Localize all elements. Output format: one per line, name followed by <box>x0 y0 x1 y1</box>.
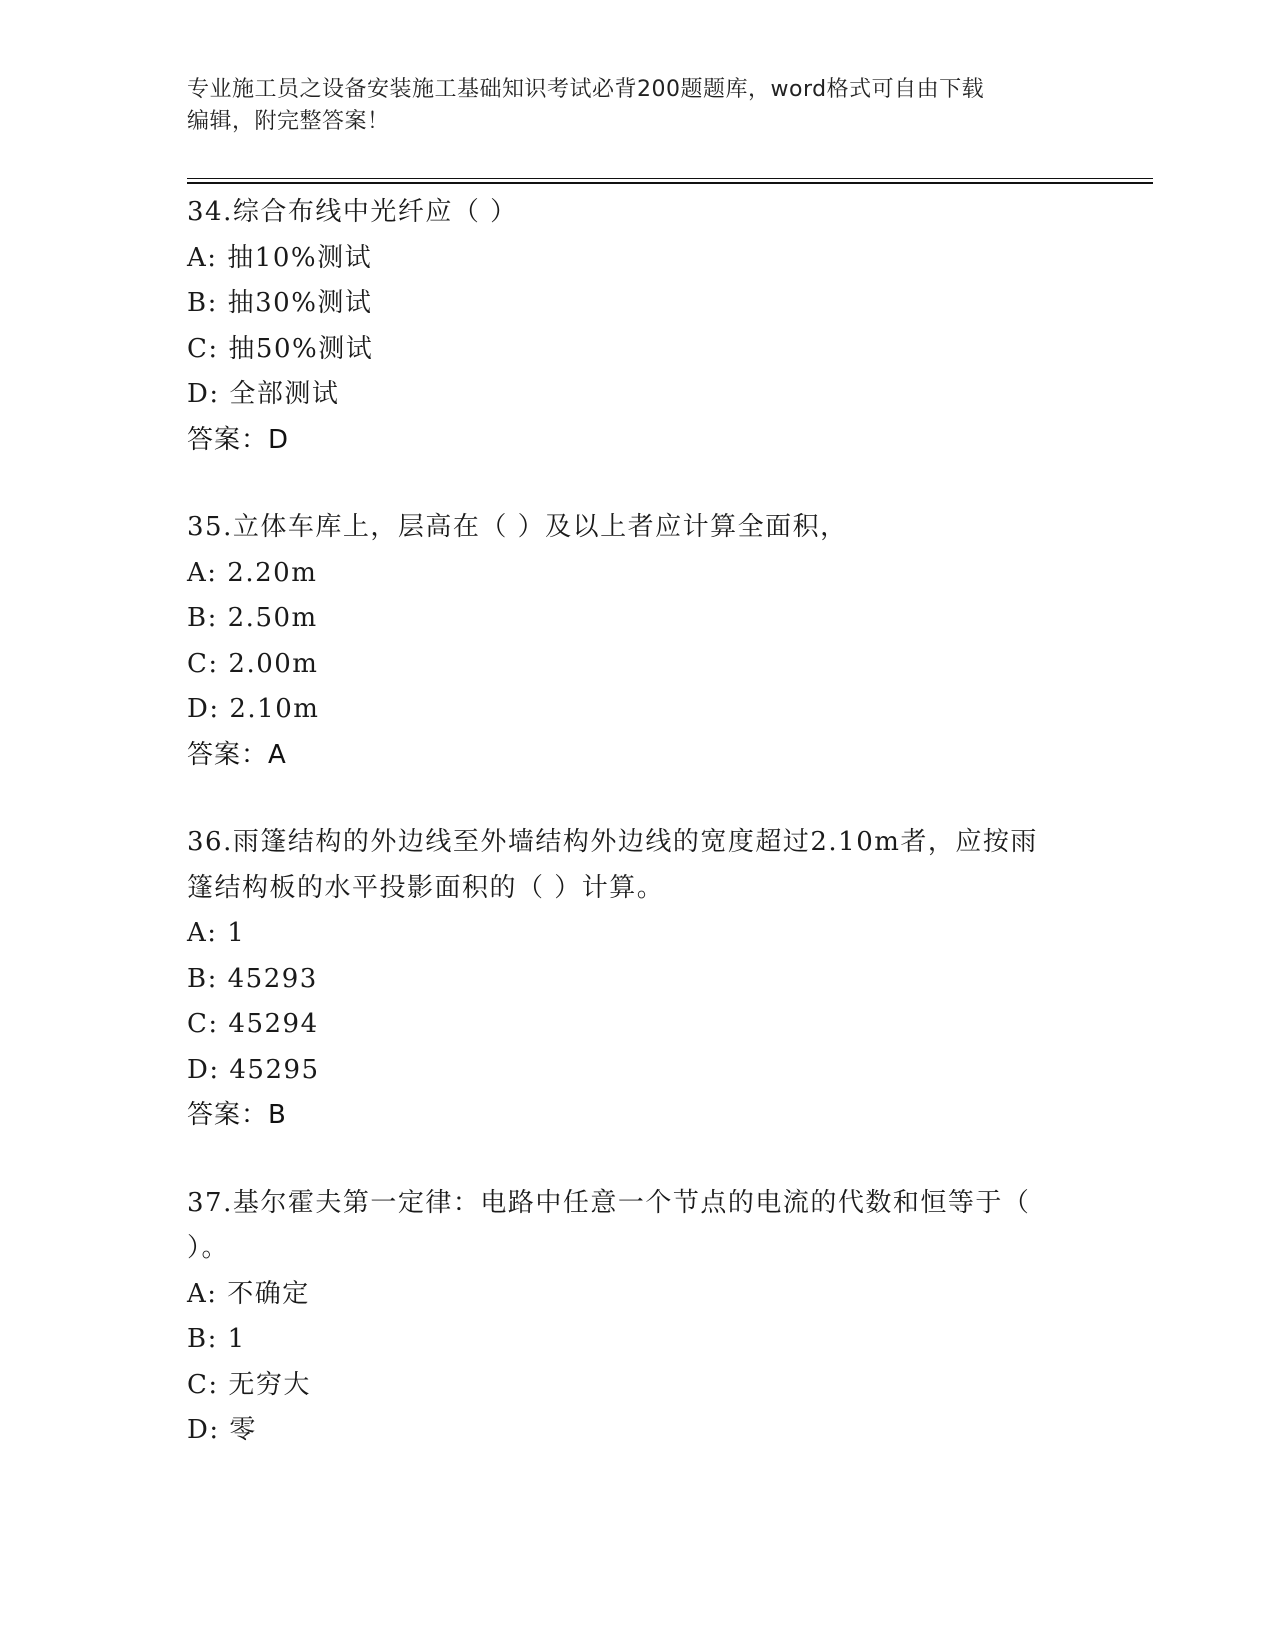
option-a: A: 抽10%测试 <box>187 242 373 273</box>
option-c: C: 2.00m <box>187 648 319 679</box>
option-c: C: 抽50%测试 <box>187 333 374 364</box>
option-b: B: 抽30%测试 <box>187 288 373 318</box>
question-35 <box>187 505 1087 778</box>
answer-line: 答案：A <box>187 739 287 770</box>
question-text-line-1: 37.基尔霍夫第一定律：电路中任意一个节点的电流的代数和恒等于（ <box>187 1187 1031 1218</box>
header-divider-thick <box>187 182 1153 184</box>
option-c: C: 45294 <box>187 1009 319 1039</box>
option-a: A: 2.20m <box>187 557 318 588</box>
option-d: D: 2.10m <box>187 694 320 724</box>
option-d: D: 零 <box>187 1415 257 1445</box>
question-text: 34.综合布线中光纤应（ ） <box>187 197 518 227</box>
document-header <box>187 74 1087 138</box>
answer-line: 答案：D <box>187 424 290 455</box>
option-c: C: 无穷大 <box>187 1369 311 1400</box>
option-b: B: 45293 <box>187 963 318 994</box>
option-d: D: 全部测试 <box>187 379 340 409</box>
option-a: A: 1 <box>187 918 246 948</box>
option-b: B: 1 <box>187 1324 246 1354</box>
question-list <box>187 190 1087 1496</box>
header-title-line-2: 编辑，附完整答案！ <box>187 109 390 134</box>
option-a: A: 不确定 <box>187 1278 310 1309</box>
option-b: B: 2.50m <box>187 603 318 633</box>
header-title-line-1: 专业施工员之设备安装施工基础知识考试必背200题题库，word格式可自由下载 <box>187 77 985 102</box>
question-text-line-2: 篷结构板的水平投影面积的（ ）计算。 <box>187 872 665 903</box>
answer-line: 答案：B <box>187 1100 287 1130</box>
question-text-line-1: 36.雨篷结构的外边线至外墙结构外边线的宽度超过2.10m者，应按雨 <box>187 827 1038 857</box>
header-divider-thin <box>187 178 1153 179</box>
question-37 <box>187 1181 1087 1454</box>
question-36 <box>187 820 1087 1139</box>
option-d: D: 45295 <box>187 1054 320 1085</box>
question-text-line-2: ）。 <box>187 1233 230 1263</box>
question-text: 35.立体车库上，层高在（ ）及以上者应计算全面积， <box>187 512 848 542</box>
question-34 <box>187 190 1087 463</box>
